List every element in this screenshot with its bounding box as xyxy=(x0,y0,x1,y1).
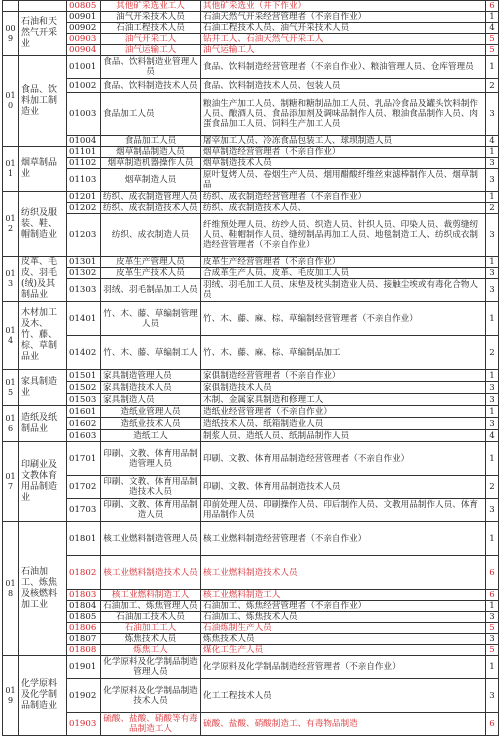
occupation-code: 01806 xyxy=(67,623,101,634)
table-row xyxy=(3,394,499,406)
occupation-code: 01001 xyxy=(67,56,101,79)
occupation-name: 石油加工工人 xyxy=(101,623,201,634)
table-row xyxy=(3,406,499,418)
occupation-level: 5 xyxy=(486,45,499,56)
table-row xyxy=(3,45,499,56)
table-row xyxy=(3,499,499,522)
table-row xyxy=(3,522,499,556)
occupation-name: 硫酸、盐酸、硝酸等有毒品制造工人 xyxy=(101,713,201,736)
occupation-code: 01501 xyxy=(67,370,101,382)
occupation-code: 00901 xyxy=(67,12,101,23)
occupation-level: 5 xyxy=(486,34,499,45)
occupation-code: 01804 xyxy=(67,601,101,612)
occupation-code: 01502 xyxy=(67,382,101,394)
table-row xyxy=(3,590,499,601)
occupation-description: 印刷、文教、体育用品制造经营管理者（不亲自作业） xyxy=(201,442,486,476)
occupation-level: 1 xyxy=(486,56,499,79)
table-row xyxy=(3,136,499,147)
occupation-name: 烟草制造机器操作人员 xyxy=(101,158,201,169)
occupation-level: 3 xyxy=(486,169,499,192)
occupation-level: 4 xyxy=(486,430,499,442)
group-code: 016 xyxy=(3,406,19,442)
occupation-description: 烟草制造经营管理者（不亲自作业） xyxy=(201,147,486,158)
group-code: 012 xyxy=(3,192,19,257)
occupation-name: 核工业燃料制造工人 xyxy=(101,590,201,601)
occupation-description: 家俱制造技术人员 xyxy=(201,382,486,394)
occupation-name: 皮革生产管理人员 xyxy=(101,257,201,268)
table-row xyxy=(3,302,499,336)
occupation-name: 石油加工技术人员 xyxy=(101,612,201,623)
table-row xyxy=(3,192,499,203)
occupation-level: 1 xyxy=(486,12,499,23)
occupation-code: 01703 xyxy=(67,499,101,522)
occupation-code: 00903 xyxy=(67,34,101,45)
occupation-name: 纺织、成衣制造技术人员 xyxy=(101,203,201,214)
occupation-level: 6 xyxy=(486,1,499,12)
occupation-description: 化学原料及化学制品制造经营管理者（不亲自作业） xyxy=(201,656,486,679)
occupation-level: 1 xyxy=(486,442,499,476)
table-row xyxy=(3,56,499,79)
occupation-name: 其他矿采选业工人 xyxy=(101,1,201,12)
table-row xyxy=(3,645,499,656)
table-row xyxy=(3,93,499,136)
occupation-code: 01801 xyxy=(67,522,101,556)
occupation-description: 石油炼制生产人员 xyxy=(201,623,486,634)
occupation-level: 1 xyxy=(486,192,499,203)
occupation-name: 核工业燃料制造技术人员 xyxy=(101,556,201,590)
occupation-name: 油气开采工人 xyxy=(101,34,201,45)
group-name: 造纸及纸制品业 xyxy=(19,406,67,442)
occupation-description: 原叶复烤人员、卷烟生产人员、烟用醋酸纤维丝束滤棒制作人员、烟草制品 xyxy=(201,169,486,192)
table-row xyxy=(3,623,499,634)
group-code: 015 xyxy=(3,370,19,406)
occupation-code: 01004 xyxy=(67,136,101,147)
table-row xyxy=(3,430,499,442)
occupation-code: 01807 xyxy=(67,634,101,645)
occupation-level: 1 xyxy=(486,406,499,418)
occupation-level: 1 xyxy=(486,302,499,336)
table-row xyxy=(3,713,499,736)
table-row xyxy=(3,147,499,158)
occupation-description: 食品、饮料制造技术人员、包装人员 xyxy=(201,79,486,93)
occupation-name: 家具制造管理人员 xyxy=(101,370,201,382)
occupation-level: 3 xyxy=(486,634,499,645)
table-row xyxy=(3,556,499,590)
occupation-description: 石油天然气开采经营管理者（不亲自作业） xyxy=(201,12,486,23)
occupation-description: 石油加工、炼焦技术人员 xyxy=(201,612,486,623)
occupation-code: 01201 xyxy=(67,192,101,203)
occupation-code: 01002 xyxy=(67,79,101,93)
occupation-code: 01902 xyxy=(67,679,101,713)
group-name: 食品、饮料加工制造业 xyxy=(19,56,67,147)
occupation-level: 1 xyxy=(486,147,499,158)
occupation-description: 煤化工生产人员 xyxy=(201,645,486,656)
occupation-code: 01805 xyxy=(67,612,101,623)
occupation-level: 1 xyxy=(486,522,499,556)
occupation-description: 造纸技术人员、纸箱制造业人员 xyxy=(201,418,486,430)
occupation-description: 制浆人员、造纸人员、纸制品制作人员 xyxy=(201,430,486,442)
occupation-code: 01102 xyxy=(67,158,101,169)
occupation-description: 核工业燃料制造经营管理者（不亲自作业） xyxy=(201,522,486,556)
occupation-level: 2 xyxy=(486,336,499,370)
occupation-description: 食品、饮料制造经营管理者（不亲自作业）、粮油管理人员、仓库管理员 xyxy=(201,56,486,79)
occupation-name: 印刷、文教、体育用品制造技术人员 xyxy=(101,476,201,499)
occupation-name: 印刷、文教、体育用品制造管理人员 xyxy=(101,442,201,476)
occupation-name: 印刷、文教、体育用品制造人员 xyxy=(101,499,201,522)
group-code: 017 xyxy=(3,442,19,522)
occupation-description: 硫酸、盐酸、硝酸制造工、有毒物品制造 xyxy=(201,713,486,736)
group-name: 石油和天然气开采业 xyxy=(19,12,67,56)
occupation-code: 01302 xyxy=(67,268,101,279)
occupation-level: 1 xyxy=(486,370,499,382)
occupation-name: 化学原料及化学制品制造管理人员 xyxy=(101,656,201,679)
occupation-level: 3 xyxy=(486,679,499,713)
occupation-table xyxy=(2,0,499,736)
occupation-code: 01101 xyxy=(67,147,101,158)
table-row xyxy=(3,34,499,45)
occupation-level: 1 xyxy=(486,601,499,612)
occupation-name: 核工业燃料制造管理人员 xyxy=(101,522,201,556)
group-code: 018 xyxy=(3,522,19,656)
occupation-level: 6 xyxy=(486,713,499,736)
group-name: 皮革、毛皮、羽毛(绒)及其制品业 xyxy=(19,257,67,302)
occupation-level: 3 xyxy=(486,158,499,169)
occupation-name: 石油加工、炼焦管理人员 xyxy=(101,601,201,612)
occupation-description: 印刷、文教、体育用品制造技术人员 xyxy=(201,476,486,499)
occupation-name: 炼焦技术人员 xyxy=(101,634,201,645)
occupation-code: 01901 xyxy=(67,656,101,679)
occupation-code: 01808 xyxy=(67,645,101,656)
occupation-code: 01601 xyxy=(67,406,101,418)
occupation-name: 油气运输工人 xyxy=(101,45,201,56)
occupation-code: 01202 xyxy=(67,203,101,214)
occupation-name: 竹、木、藤、草编制工人 xyxy=(101,336,201,370)
group-name: 印刷业及文教体育用品制造业 xyxy=(19,442,67,522)
occupation-description: 石油工程技术人员、油气开采技术人员 xyxy=(201,23,486,34)
table-row xyxy=(3,203,499,214)
occupation-table-body xyxy=(3,1,499,736)
occupation-description: 石油加工、炼焦经营管理者（不亲自作业） xyxy=(201,601,486,612)
group-code: 009 xyxy=(3,12,19,56)
table-row xyxy=(3,23,499,34)
occupation-name: 纺织、成衣制造管理人员 xyxy=(101,192,201,203)
group-name: 纺织及服装、鞋、帽制造业 xyxy=(19,192,67,257)
table-row xyxy=(3,1,499,12)
table-row xyxy=(3,612,499,623)
occupation-name: 炼焦工人 xyxy=(101,645,201,656)
group-code: 010 xyxy=(3,56,19,147)
table-row xyxy=(3,279,499,302)
occupation-name: 食品、饮料制造技术人员 xyxy=(101,79,201,93)
occupation-level: 1 xyxy=(486,656,499,679)
occupation-name: 烟草制品制造人员 xyxy=(101,147,201,158)
occupation-description: 核工业燃料制造工人 xyxy=(201,590,486,601)
table-row xyxy=(3,382,499,394)
occupation-level: 6 xyxy=(486,556,499,590)
group-code: 011 xyxy=(3,147,19,192)
occupation-code: 01103 xyxy=(67,169,101,192)
occupation-level: 4 xyxy=(486,23,499,34)
table-row xyxy=(3,336,499,370)
occupation-code: 01203 xyxy=(67,214,101,257)
occupation-code: 01301 xyxy=(67,257,101,268)
occupation-level: 3 xyxy=(486,268,499,279)
occupation-name: 造纸业管理人员 xyxy=(101,406,201,418)
table-row xyxy=(3,442,499,476)
table-row xyxy=(3,79,499,93)
group-name-cell xyxy=(19,1,67,12)
occupation-name: 石油工程技术人员 xyxy=(101,23,201,34)
table-row xyxy=(3,12,499,23)
occupation-code: 01602 xyxy=(67,418,101,430)
occupation-code: 01903 xyxy=(67,713,101,736)
occupation-level: 5 xyxy=(486,645,499,656)
occupation-level: 2 xyxy=(486,203,499,214)
occupation-name: 皮革生产技术人员 xyxy=(101,268,201,279)
occupation-level: 6 xyxy=(486,590,499,601)
occupation-level: 3 xyxy=(486,214,499,257)
occupation-description: 家俱制造经营管理者（不亲自作业） xyxy=(201,370,486,382)
occupation-code: 00805 xyxy=(67,1,101,12)
table-row xyxy=(3,601,499,612)
occupation-name: 造纸业技术人员 xyxy=(101,418,201,430)
occupation-name: 羽绒、羽毛制品加工人员 xyxy=(101,279,201,302)
occupation-level: 3 xyxy=(486,394,499,406)
occupation-level: 3 xyxy=(486,93,499,136)
occupation-description: 羽绒、羽毛加工人员、床垫及枕头制造业人员、接触尘埃或有毒化合物人员 xyxy=(201,279,486,302)
table-row xyxy=(3,169,499,192)
occupation-code: 01803 xyxy=(67,590,101,601)
occupation-description: 粮油生产加工人员、制糖和糖制品加工人员、乳品冷食品及罐头饮料制作人员、酿酒人员、食品添加剂及调味品制作人员、粮油食品制作人员、肉蛋食品加工人员、饲料生产加工人员 xyxy=(201,93,486,136)
table-row xyxy=(3,257,499,268)
occupation-code: 01402 xyxy=(67,336,101,370)
occupation-code: 01802 xyxy=(67,556,101,590)
occupation-description: 其他矿采选业（井下作业） xyxy=(201,1,486,12)
occupation-name: 竹、木、藤、草编制管理人员 xyxy=(101,302,201,336)
occupation-name: 食品、饮料制造业管理人员 xyxy=(101,56,201,79)
table-row xyxy=(3,418,499,430)
occupation-level: 3 xyxy=(486,499,499,522)
table-row xyxy=(3,268,499,279)
occupation-description: 造纸业经营管理者（不亲自作业） xyxy=(201,406,486,418)
occupation-description: 合成革生产人员、皮革、毛皮加工人员 xyxy=(201,268,486,279)
occupation-name: 家具制造人员 xyxy=(101,394,201,406)
occupation-name: 食品加工人员 xyxy=(101,136,201,147)
occupation-description: 印前处理人员、印刷操作人员、印后制作人员、文教用品制作人员、体育用品制作人员 xyxy=(201,499,486,522)
occupation-description: 油气运输工人 xyxy=(201,45,486,56)
occupation-code: 01701 xyxy=(67,442,101,476)
occupation-description: 钻井工人、石油天然气开采工人 xyxy=(201,34,486,45)
occupation-description: 化工工程技术人员 xyxy=(201,679,486,713)
occupation-code: 00904 xyxy=(67,45,101,56)
group-code-cell xyxy=(3,1,19,12)
occupation-level: 1 xyxy=(486,257,499,268)
occupation-code: 01603 xyxy=(67,430,101,442)
occupation-description: 竹、木、藤、麻、棕、草编制品加工 xyxy=(201,336,486,370)
group-name: 石油加工、炼焦及核燃料加工业 xyxy=(19,522,67,656)
occupation-code: 01003 xyxy=(67,93,101,136)
group-name: 化学原料及化学制品制造业 xyxy=(19,656,67,736)
occupation-level: 3 xyxy=(486,382,499,394)
occupation-name: 化学原料及化学制品制造技术人员 xyxy=(101,679,201,713)
group-name: 烟草制品业 xyxy=(19,147,67,192)
group-name: 木材加工及木、竹、藤、棕、草制品业 xyxy=(19,302,67,370)
occupation-description: 纤维预处理人员、纺纱人员、织造人员、针织人员、印染人员、裁剪缝纫人员、鞋帽制作人员、缝纫制品再加工人员、地毯制造工人、纺织成衣制造经营管理者（不亲自作业） xyxy=(201,214,486,257)
occupation-description: 竹、木、藤、麻、棕、草编制经营管理者（不亲自作业） xyxy=(201,302,486,336)
table-row xyxy=(3,158,499,169)
occupation-level: 3 xyxy=(486,418,499,430)
occupation-description: 纺织、成衣制造技术人员、 xyxy=(201,203,486,214)
group-name: 家具制造业 xyxy=(19,370,67,406)
occupation-name: 家具制造技术人员 xyxy=(101,382,201,394)
occupation-level: 5 xyxy=(486,623,499,634)
occupation-name: 造纸工人 xyxy=(101,430,201,442)
occupation-level: 2 xyxy=(486,476,499,499)
occupation-name: 纺织、成衣制造人员 xyxy=(101,214,201,257)
occupation-description: 屠宰加工人员、冷冻食品包装工人、球坝制造人员 xyxy=(201,136,486,147)
occupation-level: 2 xyxy=(486,79,499,93)
occupation-code: 01401 xyxy=(67,302,101,336)
table-row xyxy=(3,656,499,679)
table-row xyxy=(3,476,499,499)
occupation-description: 木制、金属家具制造和修理工人 xyxy=(201,394,486,406)
table-row xyxy=(3,679,499,713)
table-row xyxy=(3,634,499,645)
occupation-code: 01503 xyxy=(67,394,101,406)
occupation-description: 皮革生产经营管理者（不亲自作业） xyxy=(201,257,486,268)
table-row xyxy=(3,370,499,382)
occupation-level: 3 xyxy=(486,279,499,302)
occupation-code: 01702 xyxy=(67,476,101,499)
occupation-level: 4 xyxy=(486,136,499,147)
occupation-description: 核工业燃料制造技术人员 xyxy=(201,556,486,590)
occupation-code: 00902 xyxy=(67,23,101,34)
occupation-code: 01303 xyxy=(67,279,101,302)
occupation-name: 烟草制造人员 xyxy=(101,169,201,192)
table-row xyxy=(3,214,499,257)
group-code: 019 xyxy=(3,656,19,736)
occupation-name: 食品加工人员 xyxy=(101,93,201,136)
occupation-description: 炼焦技术人员 xyxy=(201,634,486,645)
group-code: 014 xyxy=(3,302,19,370)
occupation-description: 纺织、成衣制造经营管理者（不亲自作业） xyxy=(201,192,486,203)
occupation-level: 3 xyxy=(486,612,499,623)
occupation-name: 油气开采技术人员 xyxy=(101,12,201,23)
occupation-description: 烟草制造技术人员 xyxy=(201,158,486,169)
group-code: 013 xyxy=(3,257,19,302)
